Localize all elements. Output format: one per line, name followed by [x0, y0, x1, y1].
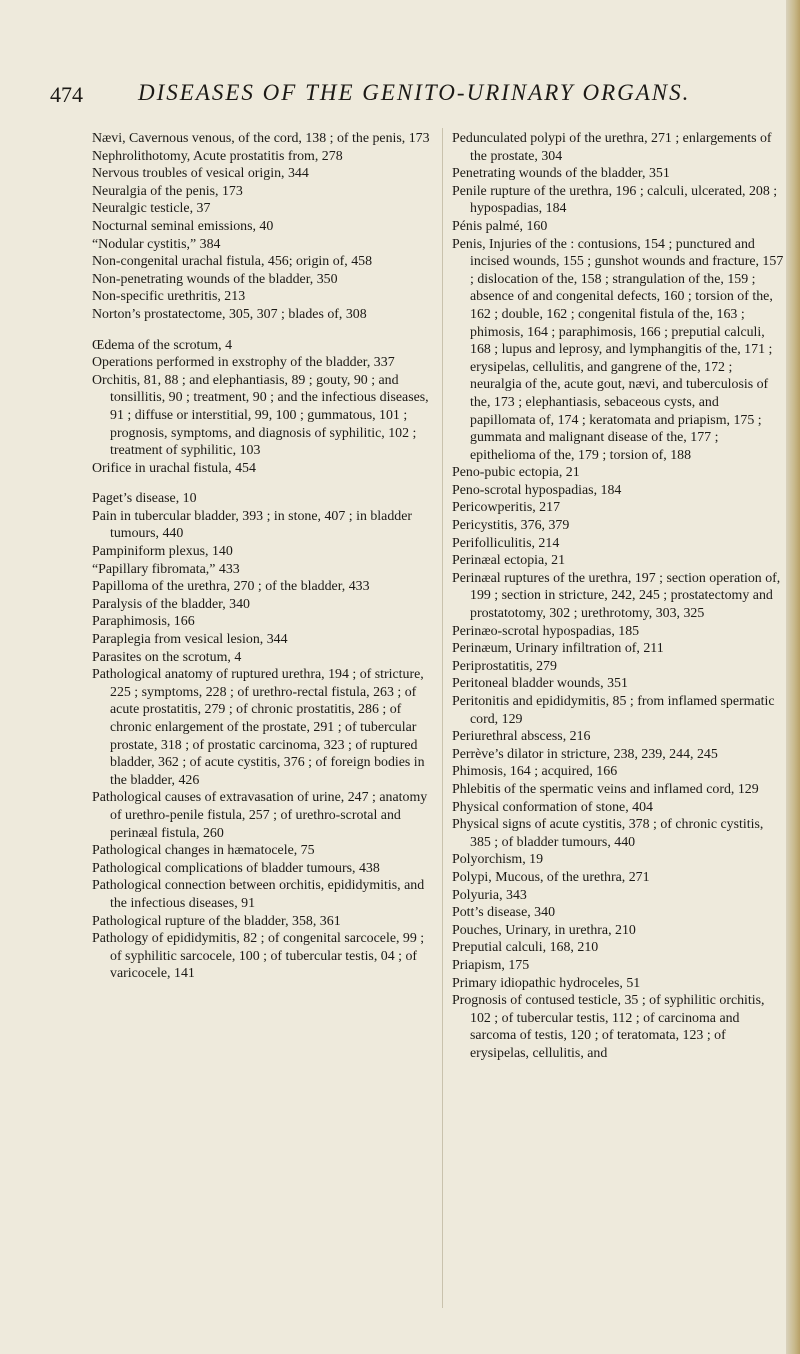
index-entry: Œdema of the scrotum, 4 — [92, 337, 233, 353]
index-entry: Phimosis, 164 ; acquired, 166 — [452, 764, 618, 780]
index-entry: Paraphimosis, 166 — [92, 614, 195, 630]
index-entry: Pathological rupture of the bladder, 358, 361 — [92, 913, 341, 929]
index-entry: Peritoneal bladder wounds, 351 — [452, 676, 628, 692]
index-entry: Primary idiopathic hydroceles, 51 — [452, 975, 641, 991]
index-entry: Pouches, Urinary, in urethra, 210 — [452, 922, 636, 938]
index-entry: Preputial calculi, 168, 210 — [452, 940, 599, 956]
running-title: DISEASES OF THE GENITO-URINARY ORGANS. — [138, 80, 691, 105]
index-entry: Perifolliculitis, 214 — [452, 535, 560, 551]
index-entry: Pathological anatomy of ruptured urethra, 194 ; of stricture, 225 ; symptoms, 228 ; of urethro-rectal fistula, 263 ; of acute prostatitis, 279 ; of chronic prostatitis, 286 ; of chronic enlargement of the prostate, 291 ; of tubercular prostate, 318 ; of prostatic carcinoma, 323 ; of ruptured bladder, 362 ; of acute cystitis, 376 ; of foreign bodies in the bladder, 426 — [92, 667, 425, 788]
right-column — [452, 130, 784, 1062]
index-entry: Polyorchism, 19 — [452, 852, 544, 868]
index-entry: Pathological changes in hæmatocele, 75 — [92, 843, 315, 859]
index-entry: Perinæal ectopia, 21 — [452, 553, 566, 569]
page-number: 474 — [50, 82, 83, 107]
index-entry: Phlebitis of the spermatic veins and inflamed cord, 129 — [452, 781, 759, 797]
index-entry: Orifice in urachal fistula, 454 — [92, 460, 256, 476]
index-entry: Pathological causes of extravasation of urine, 247 ; anatomy of urethro-penile fistula, 257 ; of urethro-scrotal and perinæal fistula, 260 — [92, 790, 428, 841]
index-entry: Periurethral abscess, 216 — [452, 729, 591, 745]
index-entry: Neuralgia of the penis, 173 — [92, 183, 243, 199]
index-entry: Physical signs of acute cystitis, 378 ; of chronic cystitis, 385 ; of bladder tumours, 440 — [452, 817, 764, 850]
index-entry: Non-penetrating wounds of the bladder, 350 — [92, 271, 338, 287]
index-entry: Perinæal ruptures of the urethra, 197 ; section operation of, 199 ; section in stricture, 242, 245 ; prostatectomy and prostatotomy, 302 ; urethrotomy, 303, 325 — [452, 570, 781, 622]
index-entry: Papilloma of the urethra, 270 ; of the bladder, 433 — [92, 579, 370, 595]
index-entry: Periprostatitis, 279 — [452, 658, 557, 674]
index-entry: Pott’s disease, 340 — [452, 905, 556, 921]
index-entry: Nephrolithotomy, Acute prostatitis from, 278 — [92, 148, 343, 164]
index-entry: Neuralgic testicle, 37 — [92, 201, 211, 217]
index-entry: Non-specific urethritis, 213 — [92, 289, 246, 305]
index-entry: Peno-pubic ectopia, 21 — [452, 465, 580, 481]
column-divider — [442, 128, 443, 1308]
index-entry: Nævi, Cavernous venous, of the cord, 138 ; of the penis, 173 — [92, 131, 430, 146]
index-entry: Paraplegia from vesical lesion, 344 — [92, 632, 288, 648]
index-entry: Paralysis of the bladder, 340 — [92, 596, 250, 612]
index-entry: Peno-scrotal hypospadias, 184 — [452, 482, 622, 498]
index-entry: “Nodular cystitis,” 384 — [92, 236, 221, 252]
left-column — [92, 130, 434, 983]
index-entry: Parasites on the scrotum, 4 — [92, 649, 242, 665]
index-entry: Norton’s prostatectome, 305, 307 ; blades of, 308 — [92, 306, 367, 322]
index-entry: Priapism, 175 — [452, 957, 530, 973]
index-entry: Nervous troubles of vesical origin, 344 — [92, 166, 309, 182]
index-entry: “Papillary fibromata,” 433 — [92, 561, 240, 577]
index-entry: Pericowperitis, 217 — [452, 500, 561, 516]
index-entry: Pathological connection between orchitis, epididymitis, and the infectious diseases, 91 — [92, 878, 425, 911]
page-header — [50, 78, 770, 114]
index-entry: Operations performed in exstrophy of the bladder, 337 — [92, 355, 395, 371]
page-edge — [786, 0, 800, 1354]
index-entry: Orchitis, 81, 88 ; and elephantiasis, 89 ; gouty, 90 ; and tonsillitis, 90 ; treatment, 90 ; and the infectious diseases, 91 ; diffuse or interstitial, 99, 100 ; gummatous, 101 ; prognosis, symptoms, and diagnosis of syphilitic, 102 ; treatment of syphilitic, 103 — [92, 372, 429, 459]
index-entry: Penile rupture of the urethra, 196 ; calculi, ulcerated, 208 ; hypospadias, 184 — [452, 183, 778, 217]
index-entry: Paget’s disease, 10 — [92, 491, 197, 507]
index-entry: Polypi, Mucous, of the urethra, 271 — [452, 869, 650, 885]
index-entry: Perinæum, Urinary infiltration of, 211 — [452, 641, 664, 657]
index-entry: Pathological complications of bladder tumours, 438 — [92, 860, 380, 876]
index-entry: Pericystitis, 376, 379 — [452, 518, 570, 534]
index-entry: Pedunculated polypi of the urethra, 271 ; enlargements of the prostate, 304 — [452, 131, 772, 164]
index-entry: Penetrating wounds of the bladder, 351 — [452, 166, 670, 182]
section-gap — [92, 324, 434, 337]
index-entry: Perrève’s dilator in stricture, 238, 239, 244, 245 — [452, 746, 718, 762]
index-entry: Physical conformation of stone, 404 — [452, 799, 653, 815]
index-entry: Perinæo-scrotal hypospadias, 185 — [452, 623, 640, 639]
index-entry: Nocturnal seminal emissions, 40 — [92, 218, 274, 234]
index-entry: Pénis palmé, 160 — [452, 218, 548, 234]
index-entry: Peritonitis and epididymitis, 85 ; from inflamed spermatic cord, 129 — [452, 694, 775, 727]
index-entry: Non-congenital urachal fistula, 456; origin of, 458 — [92, 254, 373, 270]
index-entry: Pain in tubercular bladder, 393 ; in stone, 407 ; in bladder tumours, 440 — [92, 508, 413, 542]
section-gap — [92, 477, 434, 490]
index-entry: Prognosis of contused testicle, 35 ; of syphilitic orchitis, 102 ; of tubercular testis, 112 ; of carcinoma and sarcoma of testis, 120 ; of teratomata, 123 ; of erysipelas, cellulitis, and — [452, 993, 765, 1061]
index-entry: Pathology of epididymitis, 82 ; of congenital sarcocele, 99 ; of syphilitic sarcocele, 100 ; of tubercular testis, 04 ; of varicocele, 141 — [92, 931, 425, 982]
index-entry: Pampiniform plexus, 140 — [92, 544, 233, 560]
index-entry: Polyuria, 343 — [452, 887, 527, 903]
index-entry: Penis, Injuries of the : contusions, 154 ; punctured and incised wounds, 155 ; gunshot wounds and fracture, 157 ; dislocation of the, 158 ; strangulation of the, 159 ; absence of and congenital defects, 160 ; torsion of the, 162 ; double, 162 ; congenital fistula of the, 163 ; phimosis, 164 ; paraphimosis, 166 ; preputial calculi, 168 ; lupus and leprosy, and lymphangitis of the, 171 ; erysipelas, cellulitis, and gangrene of the, 172 ; neuralgia of the, acute gout, nævi, and tuberculosis of the, 173 ; elephantiasis, sebaceous cysts, and papillomata of, 174 ; keratomata and priapism, 175 ; gummata and malignant disease of the, 177 ; epithelioma of the, 179 ; torsion of, 188 — [452, 236, 784, 463]
